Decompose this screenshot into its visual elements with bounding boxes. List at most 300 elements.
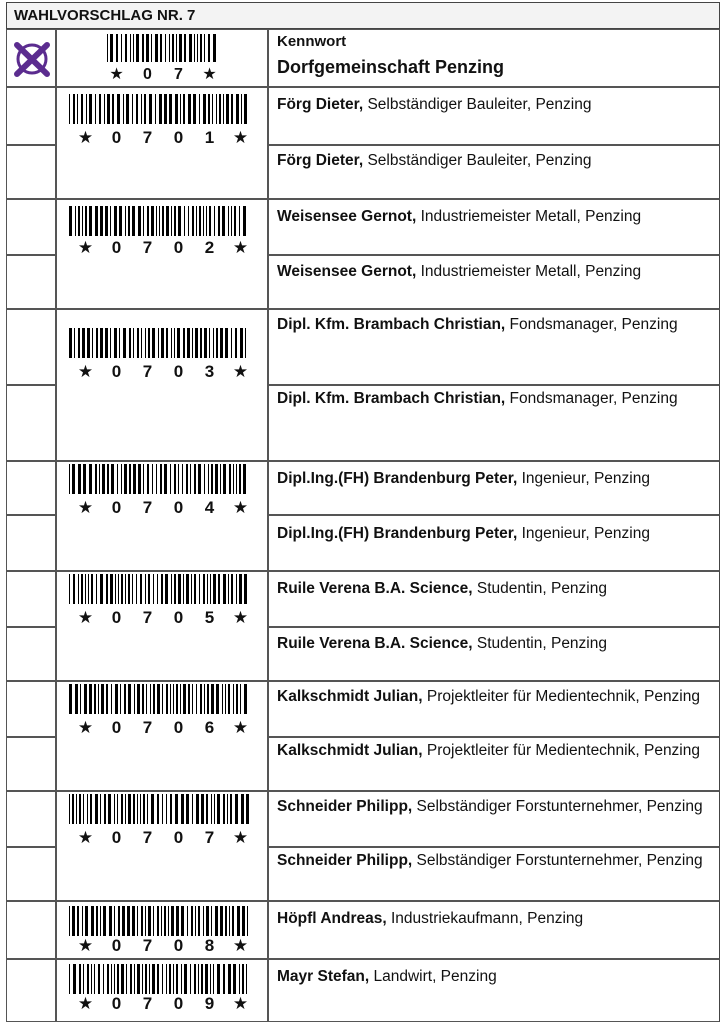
- barcode-bar: [169, 94, 172, 124]
- candidate-detail: Projektleiter für Medientechnik, Penzing: [422, 688, 700, 705]
- barcode-bar: [230, 794, 231, 824]
- barcode-bar: [235, 794, 238, 824]
- candidate-vote-box[interactable]: [6, 901, 56, 959]
- barcode-bar: [119, 328, 120, 358]
- candidate-entry: [277, 148, 713, 173]
- barcode-bar: [74, 328, 75, 358]
- barcode-bar: [123, 328, 126, 358]
- candidate-detail: Ingenieur, Penzing: [517, 525, 650, 542]
- code-digit: 0: [111, 718, 122, 737]
- barcode-bar: [161, 906, 162, 936]
- barcode-bar: [177, 328, 180, 358]
- barcode-bar: [194, 574, 195, 604]
- barcode-bar: [213, 328, 214, 358]
- barcode-bar: [240, 328, 243, 358]
- barcode-bar: [120, 684, 121, 714]
- barcode-bar: [117, 94, 120, 124]
- barcode-bar: [228, 574, 229, 604]
- barcode-bar: [148, 906, 151, 936]
- barcode-bar: [223, 464, 226, 494]
- star-glyph: ★: [202, 66, 217, 83]
- star-glyph: ★: [232, 238, 249, 257]
- candidate-entry: [277, 466, 713, 491]
- barcode-bar: [217, 964, 220, 994]
- barcode-bar: [121, 574, 122, 604]
- barcode-bar: [87, 964, 88, 994]
- barcode-bar: [162, 794, 163, 824]
- candidate-entry: [277, 848, 713, 873]
- barcode-bar: [218, 574, 219, 604]
- barcode-bar: [69, 574, 70, 604]
- barcode-bar: [80, 684, 81, 714]
- barcode-bar: [207, 684, 208, 714]
- barcode-bar: [147, 206, 148, 236]
- barcode-bar: [121, 964, 124, 994]
- candidate-text-cell: [268, 461, 720, 515]
- code-digit: 0: [111, 994, 122, 1013]
- barcode-bar: [233, 464, 234, 494]
- candidate-detail: Selbständiger Bauleiter, Penzing: [363, 96, 592, 113]
- barcode-bar: [186, 794, 189, 824]
- barcode-bar: [106, 574, 107, 604]
- barcode-bar: [188, 206, 189, 236]
- barcode-bar: [164, 464, 167, 494]
- barcode-bar: [91, 964, 92, 994]
- barcode-bar: [246, 964, 247, 994]
- barcode-bar: [75, 206, 76, 236]
- barcode-bar: [223, 964, 224, 994]
- barcode-bar: [170, 794, 171, 824]
- barcode-bar: [157, 964, 158, 994]
- barcode-bar: [100, 328, 103, 358]
- barcode-bar: [173, 684, 174, 714]
- barcode-bar: [81, 574, 82, 604]
- candidate-detail: Selbständiger Forstunternehmer, Penzing: [412, 798, 703, 815]
- barcode-bar: [132, 206, 135, 236]
- candidate-text-cell: [268, 847, 720, 901]
- barcode-bar: [132, 94, 133, 124]
- barcode-bar: [101, 684, 104, 714]
- candidate-detail: Selbständiger Bauleiter, Penzing: [363, 152, 592, 169]
- candidate-vote-box[interactable]: [6, 145, 56, 199]
- code-digit: 7: [142, 238, 153, 257]
- barcode-bar: [204, 328, 207, 358]
- barcode-bar: [121, 794, 122, 824]
- barcode-bar: [151, 206, 154, 236]
- barcode-bar: [178, 206, 181, 236]
- barcode-bar: [192, 684, 193, 714]
- barcode-bar: [89, 684, 92, 714]
- barcode-bar: [232, 906, 233, 936]
- barcode-bar: [181, 794, 184, 824]
- barcode-bar: [186, 574, 189, 604]
- barcode-bar: [195, 906, 196, 936]
- barcode-bar: [190, 964, 191, 994]
- candidate-barcode-cell: [56, 571, 268, 681]
- candidate-detail: Fondsmanager, Penzing: [505, 316, 678, 333]
- barcode-bar: [183, 94, 184, 124]
- barcode-bar: [217, 794, 220, 824]
- barcode-bar: [166, 206, 169, 236]
- candidate-entry: [277, 684, 713, 709]
- barcode-bar: [178, 464, 179, 494]
- candidate-detail: Industriekaufmann, Penzing: [386, 910, 584, 927]
- barcode-bar: [107, 964, 108, 994]
- barcode-bar: [165, 34, 166, 62]
- barcode-bar: [81, 94, 82, 124]
- barcode-bar: [228, 684, 229, 714]
- barcode-bar: [161, 328, 164, 358]
- barcode-bar: [82, 328, 85, 358]
- barcode-bar: [133, 34, 134, 62]
- barcode-bar: [244, 684, 247, 714]
- barcode-digits: [57, 608, 269, 628]
- barcode-bar: [141, 906, 142, 936]
- ballot-cross-icon: [13, 40, 51, 78]
- code-digit: 0: [111, 238, 122, 257]
- candidate-name: Dipl. Kfm. Brambach Christian,: [277, 316, 506, 333]
- candidate-name: Dipl.Ing.(FH) Brandenburg Peter,: [277, 470, 518, 487]
- barcode-bar: [229, 464, 230, 494]
- barcode-bar: [174, 464, 175, 494]
- barcode-bar: [239, 206, 240, 236]
- barcode-bar: [72, 906, 75, 936]
- barcode-bar: [153, 906, 154, 936]
- barcode-bar: [110, 328, 111, 358]
- candidate-text-cell: [268, 255, 720, 309]
- code-digit: 7: [142, 994, 153, 1013]
- barcode-bar: [166, 684, 167, 714]
- star-glyph: ★: [232, 362, 249, 381]
- barcode-bar: [72, 794, 73, 824]
- barcode-bar: [210, 574, 211, 604]
- barcode-bar: [184, 964, 187, 994]
- barcode-bar: [187, 328, 190, 358]
- candidate-vote-box[interactable]: [6, 627, 56, 681]
- candidate-vote-box[interactable]: [6, 87, 56, 145]
- barcode-bar: [145, 964, 146, 994]
- code-digit: 0: [111, 608, 122, 627]
- candidate-text-cell: [268, 959, 720, 1022]
- code-digit: 6: [204, 718, 215, 737]
- code-digit: 0: [173, 936, 184, 955]
- candidate-barcode-cell: [56, 681, 268, 791]
- candidate-name: Weisensee Gernot,: [277, 208, 417, 225]
- barcode-bar: [128, 206, 129, 236]
- candidate-name: Dipl. Kfm. Brambach Christian,: [277, 390, 506, 407]
- barcode-bar: [134, 964, 135, 994]
- barcode-bar: [211, 464, 212, 494]
- barcode-bar: [170, 684, 171, 714]
- barcode-bar: [166, 794, 167, 824]
- barcode-bar: [98, 964, 99, 994]
- candidate-barcode-cell: [56, 309, 268, 461]
- barcode-bar: [176, 34, 177, 62]
- candidate-detail: Fondsmanager, Penzing: [505, 390, 678, 407]
- barcode-bar: [100, 906, 101, 936]
- candidate-text-cell: [268, 199, 720, 255]
- barcode-bar: [82, 206, 83, 236]
- barcode-bar: [114, 206, 117, 236]
- candidate-name: Mayr Stefan,: [277, 968, 370, 985]
- barcode-bar: [164, 94, 167, 124]
- barcode-bar: [133, 464, 136, 494]
- barcode-bar: [107, 34, 108, 62]
- barcode-digits: [57, 718, 269, 738]
- candidate-vote-box[interactable]: [6, 255, 56, 309]
- barcode-bar: [78, 206, 79, 236]
- candidate-barcode: [69, 684, 249, 714]
- barcode-bar: [134, 684, 135, 714]
- barcode-bar: [228, 206, 229, 236]
- barcode-bar: [104, 94, 105, 124]
- barcode-bar: [188, 94, 191, 124]
- star-glyph: ★: [77, 362, 94, 381]
- barcode-digits: [57, 64, 269, 84]
- barcode-bar: [157, 906, 158, 936]
- barcode-bar: [146, 34, 149, 62]
- barcode-bar: [89, 206, 92, 236]
- barcode-bar: [140, 794, 141, 824]
- barcode-bar: [83, 464, 86, 494]
- candidate-text-cell: [268, 87, 720, 145]
- barcode-bar: [77, 94, 78, 124]
- candidate-name: Kalkschmidt Julian,: [277, 742, 423, 759]
- candidate-vote-box[interactable]: [6, 199, 56, 255]
- candidate-entry: [277, 386, 713, 411]
- candidate-name: Kalkschmidt Julian,: [277, 688, 423, 705]
- barcode-digits: [57, 936, 269, 956]
- barcode-bar: [69, 464, 70, 494]
- barcode-bar: [223, 94, 224, 124]
- barcode-bar: [148, 574, 149, 604]
- barcode-bar: [138, 464, 141, 494]
- barcode-bar: [103, 964, 104, 994]
- candidate-name: Schneider Philipp,: [277, 798, 413, 815]
- candidate-vote-box[interactable]: [6, 847, 56, 901]
- barcode-bar: [92, 328, 93, 358]
- barcode-bar: [119, 206, 122, 236]
- barcode-bar: [211, 906, 212, 936]
- barcode-bar: [129, 328, 130, 358]
- barcode-bar: [124, 464, 127, 494]
- barcode-bar: [205, 964, 208, 994]
- barcode-bar: [133, 794, 134, 824]
- code-digit: 9: [204, 994, 215, 1013]
- barcode-bar: [104, 794, 105, 824]
- barcode-bar: [160, 34, 161, 62]
- candidate-barcode: [69, 94, 249, 124]
- barcode-bar: [199, 94, 200, 124]
- barcode-bar: [76, 794, 77, 824]
- code-digit: 0: [111, 828, 122, 847]
- barcode-bar: [130, 964, 131, 994]
- barcode-bar: [196, 684, 197, 714]
- barcode-bar: [106, 684, 107, 714]
- barcode-bar: [166, 328, 167, 358]
- candidate-vote-box[interactable]: [6, 959, 56, 1022]
- barcode-bar: [128, 794, 131, 824]
- barcode-bar: [208, 94, 209, 124]
- barcode-bar: [206, 906, 209, 936]
- candidate-text-cell: [268, 309, 720, 385]
- barcode-bar: [100, 206, 103, 236]
- barcode-bar: [118, 574, 119, 604]
- barcode-bar: [213, 574, 216, 604]
- code-digit: 0: [173, 128, 184, 147]
- candidate-barcode-cell: [56, 791, 268, 901]
- barcode-bar: [103, 906, 106, 936]
- candidate-vote-box[interactable]: [6, 461, 56, 515]
- barcode-bar: [98, 684, 99, 714]
- barcode-bar: [127, 906, 130, 936]
- candidate-barcode-cell: [56, 959, 268, 1022]
- barcode-bar: [117, 964, 118, 994]
- barcode-bar: [125, 574, 126, 604]
- barcode-bar: [159, 206, 160, 236]
- barcode-bar: [69, 906, 70, 936]
- ballot-sheet: [6, 2, 720, 1022]
- candidate-vote-box[interactable]: [6, 385, 56, 461]
- code-digit: 7: [142, 362, 153, 381]
- barcode-bar: [100, 574, 103, 604]
- barcode-bar: [152, 464, 153, 494]
- candidate-vote-box[interactable]: [6, 681, 56, 737]
- barcode-bar: [171, 206, 172, 236]
- candidate-text-cell: [268, 571, 720, 627]
- barcode-bar: [91, 906, 94, 936]
- barcode-digits: [57, 362, 269, 382]
- barcode-bar: [165, 574, 168, 604]
- barcode-bar: [112, 94, 113, 124]
- barcode-bar: [85, 206, 86, 236]
- barcode-bar: [216, 684, 219, 714]
- barcode-bar: [123, 94, 124, 124]
- star-glyph: ★: [77, 608, 94, 627]
- barcode-bar: [155, 94, 156, 124]
- barcode-bar: [191, 906, 192, 936]
- barcode-bar: [146, 684, 147, 714]
- code-digit: 7: [142, 608, 153, 627]
- barcode-bar: [175, 794, 178, 824]
- barcode-bar: [143, 464, 144, 494]
- barcode-bar: [186, 464, 187, 494]
- star-glyph: ★: [232, 608, 249, 627]
- barcode-bar: [87, 328, 90, 358]
- barcode-bar: [236, 464, 237, 494]
- barcode-bar: [183, 684, 186, 714]
- code-digit: 0: [173, 238, 184, 257]
- barcode-bar: [183, 328, 184, 358]
- candidate-vote-box[interactable]: [6, 309, 56, 385]
- candidate-entry: [277, 204, 713, 229]
- candidate-barcode: [69, 464, 249, 494]
- candidate-barcode: [69, 964, 249, 994]
- barcode-bar: [181, 964, 182, 994]
- barcode-bar: [204, 464, 205, 494]
- code-digit: 4: [204, 498, 215, 517]
- candidate-vote-box[interactable]: [6, 737, 56, 791]
- barcode-bar: [223, 574, 226, 604]
- barcode-bar: [128, 574, 129, 604]
- barcode-bar: [203, 906, 204, 936]
- barcode-bar: [84, 684, 87, 714]
- barcode-bar: [117, 464, 118, 494]
- barcode-bar: [214, 794, 215, 824]
- party-barcode-cell: [56, 29, 268, 87]
- code-digit: 0: [111, 128, 122, 147]
- barcode-bar: [204, 34, 205, 62]
- barcode-bar: [79, 794, 80, 824]
- barcode-bar: [246, 794, 249, 824]
- barcode-bar: [194, 464, 195, 494]
- barcode-bar: [208, 464, 209, 494]
- barcode-bar: [116, 34, 117, 62]
- code-digit: 7: [142, 498, 153, 517]
- barcode-bar: [169, 964, 170, 994]
- party-vote-box[interactable]: [6, 29, 56, 87]
- barcode-bar: [105, 206, 108, 236]
- barcode-bar: [153, 684, 154, 714]
- star-glyph: ★: [232, 498, 249, 517]
- candidate-barcode: [69, 906, 249, 936]
- barcode-bar: [201, 964, 202, 994]
- barcode-bar: [109, 906, 112, 936]
- barcode-bar: [115, 574, 116, 604]
- candidate-vote-box[interactable]: [6, 571, 56, 627]
- barcode-bar: [213, 34, 216, 62]
- star-glyph: ★: [109, 66, 124, 83]
- candidate-text-cell: [268, 627, 720, 681]
- barcode-bar: [241, 94, 242, 124]
- candidate-vote-box[interactable]: [6, 515, 56, 571]
- barcode-bar: [69, 328, 72, 358]
- star-glyph: ★: [77, 936, 94, 955]
- candidate-name: Förg Dieter,: [277, 152, 364, 169]
- barcode-bar: [223, 794, 224, 824]
- barcode-bar: [219, 94, 220, 124]
- barcode-bar: [157, 684, 160, 714]
- barcode-bar: [176, 906, 179, 936]
- party-name: Dorfgemeinschaft Penzing: [277, 57, 505, 77]
- candidate-entry: [277, 312, 713, 337]
- star-glyph: ★: [77, 238, 94, 257]
- barcode-bar: [107, 94, 110, 124]
- candidate-detail: Selbständiger Forstunternehmer, Penzing: [412, 852, 703, 869]
- barcode-bar: [213, 964, 214, 994]
- barcode-bar: [188, 684, 189, 714]
- barcode-bar: [175, 94, 178, 124]
- barcode-bar: [184, 206, 185, 236]
- barcode-bar: [89, 94, 92, 124]
- barcode-bar: [236, 94, 239, 124]
- candidate-barcode-cell: [56, 461, 268, 571]
- barcode-bar: [176, 964, 177, 994]
- barcode-bar: [150, 684, 151, 714]
- candidate-barcode-cell: [56, 87, 268, 199]
- barcode-bar: [158, 328, 159, 358]
- barcode-bar: [115, 684, 118, 714]
- barcode-bar: [117, 794, 118, 824]
- barcode-bar: [142, 964, 143, 994]
- code-digit: 0: [173, 828, 184, 847]
- candidate-entry: [277, 964, 713, 989]
- barcode-bar: [198, 964, 199, 994]
- barcode-bar: [200, 328, 201, 358]
- candidate-vote-box[interactable]: [6, 791, 56, 847]
- barcode-bar: [199, 206, 200, 236]
- candidate-name: Dipl.Ing.(FH) Brandenburg Peter,: [277, 525, 518, 542]
